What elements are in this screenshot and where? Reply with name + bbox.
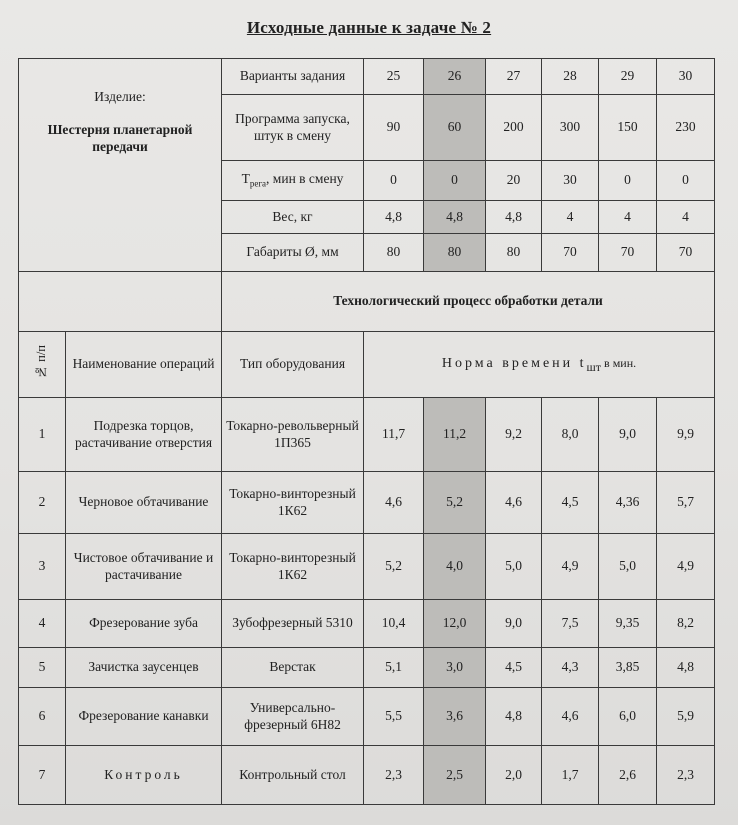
time-cell: 4,6 bbox=[486, 472, 542, 534]
norm-header: Норма времени $t_{шт}$ в мин. bbox=[364, 332, 715, 398]
param-label: Габариты Ø, мм bbox=[222, 234, 364, 272]
operation-equipment: Зубофрезерный 5310 bbox=[222, 600, 364, 648]
time-cell: 5,5 bbox=[364, 688, 424, 746]
value-cell: 150 bbox=[599, 95, 657, 161]
param-label: $Т_{рега}$, мин в смену bbox=[222, 161, 364, 201]
variant-cell: 28 bbox=[542, 59, 599, 95]
section-title: Технологический процесс обработки детали bbox=[222, 272, 715, 332]
variants-label: Варианты задания bbox=[222, 59, 364, 95]
time-cell: 9,35 bbox=[599, 600, 657, 648]
operation-num: 6 bbox=[19, 688, 66, 746]
operation-row bbox=[19, 600, 715, 648]
time-cell: 9,2 bbox=[486, 398, 542, 472]
value-cell: 200 bbox=[486, 95, 542, 161]
operation-num: 1 bbox=[19, 398, 66, 472]
value-cell: 4 bbox=[599, 201, 657, 234]
variant-cell: 26 bbox=[424, 59, 486, 95]
time-cell: 2,5 bbox=[424, 746, 486, 805]
time-cell: 4,6 bbox=[542, 688, 599, 746]
operation-num: 4 bbox=[19, 600, 66, 648]
value-cell: 300 bbox=[542, 95, 599, 161]
value-cell: 20 bbox=[486, 161, 542, 201]
num-header-cell bbox=[19, 332, 66, 398]
value-cell: 80 bbox=[486, 234, 542, 272]
time-cell: 1,7 bbox=[542, 746, 599, 805]
time-cell: 4,5 bbox=[542, 472, 599, 534]
equipment-header: Тип оборудования bbox=[222, 332, 364, 398]
operation-header: Наименование операций bbox=[66, 332, 222, 398]
time-cell: 11,7 bbox=[364, 398, 424, 472]
time-cell: 9,0 bbox=[486, 600, 542, 648]
time-cell: 5,7 bbox=[657, 472, 715, 534]
time-cell: 5,1 bbox=[364, 648, 424, 688]
value-cell: 4,8 bbox=[486, 201, 542, 234]
operations-header-row bbox=[19, 332, 715, 398]
product-name: Шестерня планетарной передачи bbox=[47, 121, 193, 154]
page-title: Исходные данные к задаче № 2 bbox=[246, 18, 492, 37]
time-cell: 3,6 bbox=[424, 688, 486, 746]
time-cell: 9,0 bbox=[599, 398, 657, 472]
time-cell: 4,5 bbox=[486, 648, 542, 688]
value-cell: 4,8 bbox=[364, 201, 424, 234]
time-cell: 4,8 bbox=[657, 648, 715, 688]
value-cell: 0 bbox=[657, 161, 715, 201]
value-cell: 70 bbox=[657, 234, 715, 272]
time-cell: 7,5 bbox=[542, 600, 599, 648]
operation-equipment: Токарно-винторезный 1К62 bbox=[222, 534, 364, 600]
time-cell: 8,2 bbox=[657, 600, 715, 648]
value-cell: 0 bbox=[599, 161, 657, 201]
value-cell: 0 bbox=[424, 161, 486, 201]
value-cell: 4 bbox=[542, 201, 599, 234]
time-cell: 2,6 bbox=[599, 746, 657, 805]
param-label: Программа запуска, штук в смену bbox=[222, 95, 364, 161]
time-cell: 2,3 bbox=[364, 746, 424, 805]
task-data-table bbox=[18, 58, 715, 805]
value-cell: 4 bbox=[657, 201, 715, 234]
value-cell: 70 bbox=[599, 234, 657, 272]
operation-name: Чистовое обтачивание и растачивание bbox=[66, 534, 222, 600]
operation-equipment: Токарно-винторезный 1К62 bbox=[222, 472, 364, 534]
time-cell: 4,0 bbox=[424, 534, 486, 600]
value-cell: 70 bbox=[542, 234, 599, 272]
value-cell: 4,8 bbox=[424, 201, 486, 234]
operation-num: 2 bbox=[19, 472, 66, 534]
time-cell: 3,0 bbox=[424, 648, 486, 688]
operation-row bbox=[19, 746, 715, 805]
variant-cell: 30 bbox=[657, 59, 715, 95]
value-cell: 80 bbox=[424, 234, 486, 272]
time-cell: 5,0 bbox=[486, 534, 542, 600]
time-cell: 5,2 bbox=[364, 534, 424, 600]
param-label: Вес, кг bbox=[222, 201, 364, 234]
value-cell: 90 bbox=[364, 95, 424, 161]
operation-equipment: Контрольный стол bbox=[222, 746, 364, 805]
num-header: № п/п bbox=[34, 345, 49, 380]
time-cell: 4,6 bbox=[364, 472, 424, 534]
operation-row bbox=[19, 398, 715, 472]
variants-row bbox=[19, 59, 715, 95]
operation-row bbox=[19, 688, 715, 746]
operation-name: Черновое обтачивание bbox=[66, 472, 222, 534]
time-cell: 2,0 bbox=[486, 746, 542, 805]
empty-cell bbox=[19, 272, 222, 332]
value-cell: 60 bbox=[424, 95, 486, 161]
time-cell: 4,9 bbox=[657, 534, 715, 600]
time-cell: 9,9 bbox=[657, 398, 715, 472]
section-row bbox=[19, 272, 715, 332]
time-cell: 8,0 bbox=[542, 398, 599, 472]
operation-num: 7 bbox=[19, 746, 66, 805]
time-cell: 3,85 bbox=[599, 648, 657, 688]
time-cell: 2,3 bbox=[657, 746, 715, 805]
time-cell: 5,0 bbox=[599, 534, 657, 600]
product-cell bbox=[19, 59, 222, 272]
time-cell: 4,36 bbox=[599, 472, 657, 534]
time-cell: 11,2 bbox=[424, 398, 486, 472]
operation-name: Зачистка заусенцев bbox=[66, 648, 222, 688]
operation-name: Фрезерование канавки bbox=[66, 688, 222, 746]
value-cell: 0 bbox=[364, 161, 424, 201]
value-cell: 230 bbox=[657, 95, 715, 161]
operation-name: Фрезерование зуба bbox=[66, 600, 222, 648]
time-cell: 5,9 bbox=[657, 688, 715, 746]
operation-row bbox=[19, 648, 715, 688]
operation-equipment: Универсально-фрезерный 6Н82 bbox=[222, 688, 364, 746]
operation-row bbox=[19, 534, 715, 600]
product-label: Изделие: bbox=[94, 89, 146, 104]
value-cell: 30 bbox=[542, 161, 599, 201]
time-cell: 10,4 bbox=[364, 600, 424, 648]
operation-row bbox=[19, 472, 715, 534]
value-cell: 80 bbox=[364, 234, 424, 272]
operation-num: 5 bbox=[19, 648, 66, 688]
operation-name: Подрезка торцов, растачивание отверстия bbox=[66, 398, 222, 472]
variant-cell: 25 bbox=[364, 59, 424, 95]
operation-num: 3 bbox=[19, 534, 66, 600]
time-cell: 4,9 bbox=[542, 534, 599, 600]
time-cell: 4,8 bbox=[486, 688, 542, 746]
operation-name: Контроль bbox=[66, 746, 222, 805]
time-cell: 5,2 bbox=[424, 472, 486, 534]
time-cell: 4,3 bbox=[542, 648, 599, 688]
variant-cell: 29 bbox=[599, 59, 657, 95]
variant-cell: 27 bbox=[486, 59, 542, 95]
time-cell: 6,0 bbox=[599, 688, 657, 746]
operation-equipment: Токарно-револьверный 1П365 bbox=[222, 398, 364, 472]
time-cell: 12,0 bbox=[424, 600, 486, 648]
operation-equipment: Верстак bbox=[222, 648, 364, 688]
